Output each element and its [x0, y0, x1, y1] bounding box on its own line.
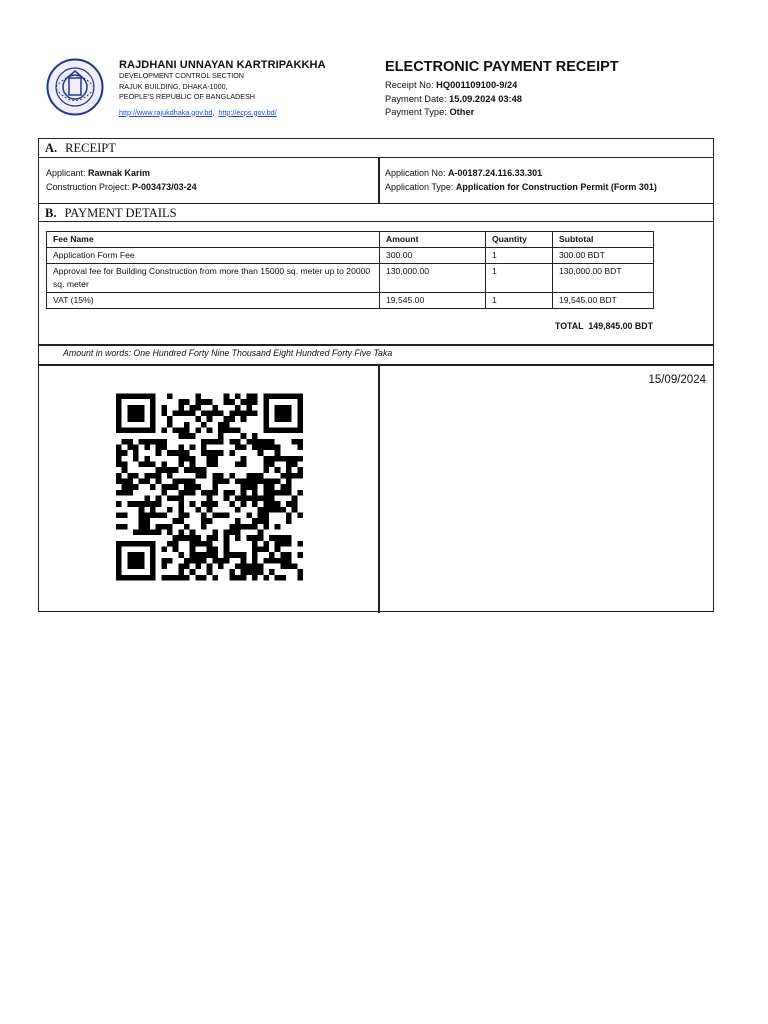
table-row	[47, 248, 654, 264]
amount-cell: 130,000.00	[380, 264, 486, 293]
org-line: DEVELOPMENT CONTROL SECTION	[119, 71, 245, 80]
total-label: TOTAL	[555, 321, 584, 331]
col-quantity: Quantity	[486, 232, 553, 248]
rajuk-website-link[interactable]: http://www.rajukdhaka.gov.bd	[119, 107, 213, 117]
subtotal-cell: 19,545.00 BDT	[553, 293, 654, 309]
receipt-title: ELECTRONIC PAYMENT RECEIPT	[385, 59, 619, 75]
section-b-letter: B.	[45, 206, 57, 220]
col-amount: Amount	[380, 232, 486, 248]
receipt-no-row	[385, 79, 619, 93]
table-header-row	[47, 232, 654, 248]
quantity-cell: 1	[486, 248, 553, 264]
org-name: RAJDHANI UNNAYAN KARTRIPAKKHA	[119, 59, 326, 71]
payment-date-label: Payment Date:	[385, 93, 450, 104]
amount-cell: 300.00	[380, 248, 486, 264]
fee-name-cell: VAT (15%)	[47, 293, 380, 309]
project-label: Construction Project:	[46, 182, 133, 192]
quantity-cell: 1	[486, 293, 553, 309]
table-row	[47, 264, 654, 293]
subtotal-cell: 300.00 BDT	[553, 248, 654, 264]
receipt-date: 15/09/2024	[648, 374, 706, 386]
section-b-title: PAYMENT DETAILS	[64, 206, 177, 220]
section-a-divider	[378, 158, 380, 203]
link-separator: ,	[212, 107, 215, 117]
rajuk-logo	[46, 58, 104, 116]
ecps-website-link[interactable]: http://ecps.gov.bd/	[218, 107, 277, 117]
org-block	[119, 59, 326, 117]
section-b-header	[39, 203, 713, 222]
org-line: PEOPLE'S REPUBLIC OF BANGLADESH	[119, 92, 255, 101]
payment-type: Other	[449, 107, 475, 117]
section-a-header	[39, 139, 713, 158]
project-id: P-003473/03-24	[132, 182, 197, 192]
fees-table	[46, 231, 654, 309]
total-row	[555, 321, 653, 331]
total-amount: 149,845.00 BDT	[588, 321, 653, 331]
application-no: A-00187.24.116.33.301	[448, 168, 543, 178]
receipt-body	[38, 138, 714, 612]
receipt-no: HQ001109100-9/24	[436, 80, 518, 90]
receipt-header	[385, 59, 619, 120]
fee-name-cell: Application Form Fee	[47, 248, 380, 264]
payment-date: 15.09.2024 03:48	[449, 93, 522, 104]
fee-name-cell: Approval fee for Building Construction from more than 15000 sq. meter up to 20000 sq. meter	[47, 264, 380, 293]
org-line: RAJUK BUILDING, DHAKA-1000,	[119, 81, 228, 91]
applicant-name: Rawnak Karim	[88, 168, 151, 178]
amount-in-words: Amount in words: One Hundred Forty Nine Thousand Eight Hundred Forty Five Taka	[63, 348, 393, 358]
payment-type-label: Payment Type:	[385, 107, 450, 117]
section-a-letter: A.	[45, 141, 58, 155]
application-no-label: Application No:	[385, 168, 449, 178]
col-fee-name: Fee Name	[47, 232, 380, 248]
bottom-divider	[378, 364, 380, 613]
org-links	[119, 108, 326, 117]
amount-cell: 19,545.00	[380, 293, 486, 309]
quantity-cell: 1	[486, 264, 553, 293]
col-subtotal: Subtotal	[553, 232, 654, 248]
payment-date-row	[385, 93, 619, 107]
section-a-title: RECEIPT	[65, 141, 116, 155]
application-info	[385, 166, 657, 194]
receipt-no-label: Receipt No:	[385, 80, 437, 90]
subtotal-cell: 130,000.00 BDT	[553, 264, 654, 293]
application-type-label: Application Type:	[385, 182, 456, 192]
application-type: Application for Construction Permit (Form 301)	[455, 182, 657, 192]
divider	[39, 364, 713, 366]
divider	[39, 344, 713, 346]
table-row	[47, 293, 654, 309]
applicant-label: Applicant:	[46, 168, 89, 178]
payment-type-row	[385, 106, 619, 120]
qr-code	[116, 390, 303, 584]
applicant-info	[46, 166, 197, 194]
